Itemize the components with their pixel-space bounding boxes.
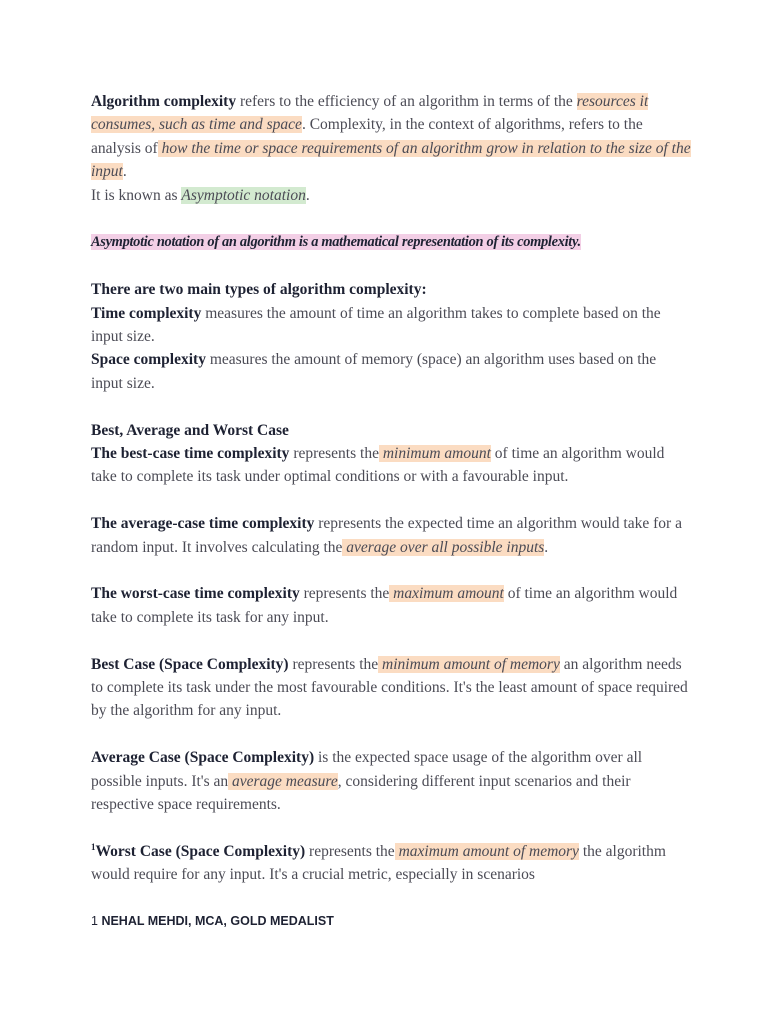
highlight-definition: Asymptotic notation of an algorithm is a mathematical representation of its complexity. — [91, 234, 581, 251]
space-complexity-paragraph — [91, 348, 691, 395]
best-case-time-text-2: of time an algorithm would take to complete its task under optimal conditions or with a favourable input. — [91, 445, 665, 486]
highlight-maximum-memory: maximum amount of memory — [394, 842, 579, 860]
highlight-average-over-inputs: average over all possible inputs — [342, 538, 545, 556]
footnote-reference[interactable]: 1 — [91, 841, 96, 852]
intro-text-1: refers to the efficiency of an algorithm in terms of the — [236, 93, 573, 110]
term-worst-case-time: The worst-case time complexity — [91, 585, 300, 603]
document-body — [91, 90, 691, 887]
intro-text-3: . — [122, 163, 127, 181]
term-time-complexity: Time complexity — [91, 304, 202, 322]
term-average-case-time: The average-case time complexity — [91, 515, 315, 533]
term-best-case-space: Best Case (Space Complexity) — [91, 655, 289, 673]
worst-case-time-paragraph — [91, 582, 691, 629]
worst-case-space-text-1: represents the — [305, 842, 395, 860]
space-complexity-text: measures the amount of memory (space) an algorithm uses based on the input size. — [91, 351, 657, 392]
term-best-case-time: The best-case time complexity — [91, 445, 290, 463]
average-case-time-text-2: . — [544, 538, 549, 556]
known-as-text: It is known as — [91, 186, 182, 204]
average-case-time-paragraph — [91, 512, 691, 559]
worst-case-space-paragraph — [91, 840, 691, 887]
average-case-space-text-2: , considering different input scenarios and their respective space requirements. — [91, 772, 631, 814]
highlight-maximum-amount: maximum amount — [389, 585, 504, 603]
cases-heading: Best, Average and Worst Case — [91, 421, 289, 439]
highlight-asymptotic-notation: Asymptotic notation — [181, 186, 306, 204]
known-as-period: . — [305, 186, 310, 204]
average-case-time-text-1: represents the expected time an algorithm would take for a random input. It involves calculating the — [91, 515, 682, 556]
term-average-case-space: Average Case (Space Complexity) — [91, 749, 315, 767]
average-case-space-paragraph — [91, 746, 691, 816]
time-complexity-paragraph — [91, 302, 691, 349]
best-case-time-paragraph — [91, 442, 691, 489]
worst-case-time-text-2: of time an algorithm would take to complete its task for any input. — [91, 585, 678, 626]
term-space-complexity: Space complexity — [91, 351, 206, 369]
known-as-line — [91, 184, 691, 207]
term-worst-case-space: Worst Case (Space Complexity) — [95, 842, 306, 860]
best-case-time-text-1: represents the — [289, 445, 379, 463]
time-complexity-text: measures the amount of time an algorithm takes to complete based on the input size. — [91, 304, 661, 346]
worst-case-space-text-2: the algorithm would require for any input. It's a crucial metric, especially in scenarios — [91, 842, 666, 884]
term-algorithm-complexity: Algorithm complexity — [91, 93, 237, 110]
worst-case-time-text-1: represents the — [299, 585, 390, 603]
best-case-space-text-1: represents the — [288, 655, 379, 673]
footnote — [91, 914, 334, 928]
types-heading: There are two main types of algorithm complexity: — [91, 281, 427, 299]
best-case-space-paragraph — [91, 653, 691, 723]
best-case-space-text-2: an algorithm needs to complete its task under the most favourable conditions. It's the least amount of space required by the algorithm for any input. — [91, 655, 688, 720]
highlight-resources: resources it consumes, such as time and space — [91, 93, 649, 134]
intro-paragraph — [91, 90, 691, 184]
highlight-minimum-memory: minimum amount of memory — [378, 655, 560, 673]
definition-line — [91, 230, 691, 254]
highlight-growth: how the time or space requirements of an algorithm grow in relation to the size of the input — [91, 139, 691, 181]
footnote-text: NEHAL MEHDI, MCA, GOLD MEDALIST — [101, 914, 334, 928]
highlight-average-measure: average measure — [228, 772, 338, 790]
average-case-space-text-1: is the expected space usage of the algorithm over all possible inputs. It's an — [91, 749, 643, 790]
footnote-number: 1 — [91, 914, 102, 928]
intro-text-2: . Complexity, in the context of algorithms, refers to the analysis of — [91, 116, 643, 157]
highlight-minimum-amount: minimum amount — [378, 445, 491, 463]
